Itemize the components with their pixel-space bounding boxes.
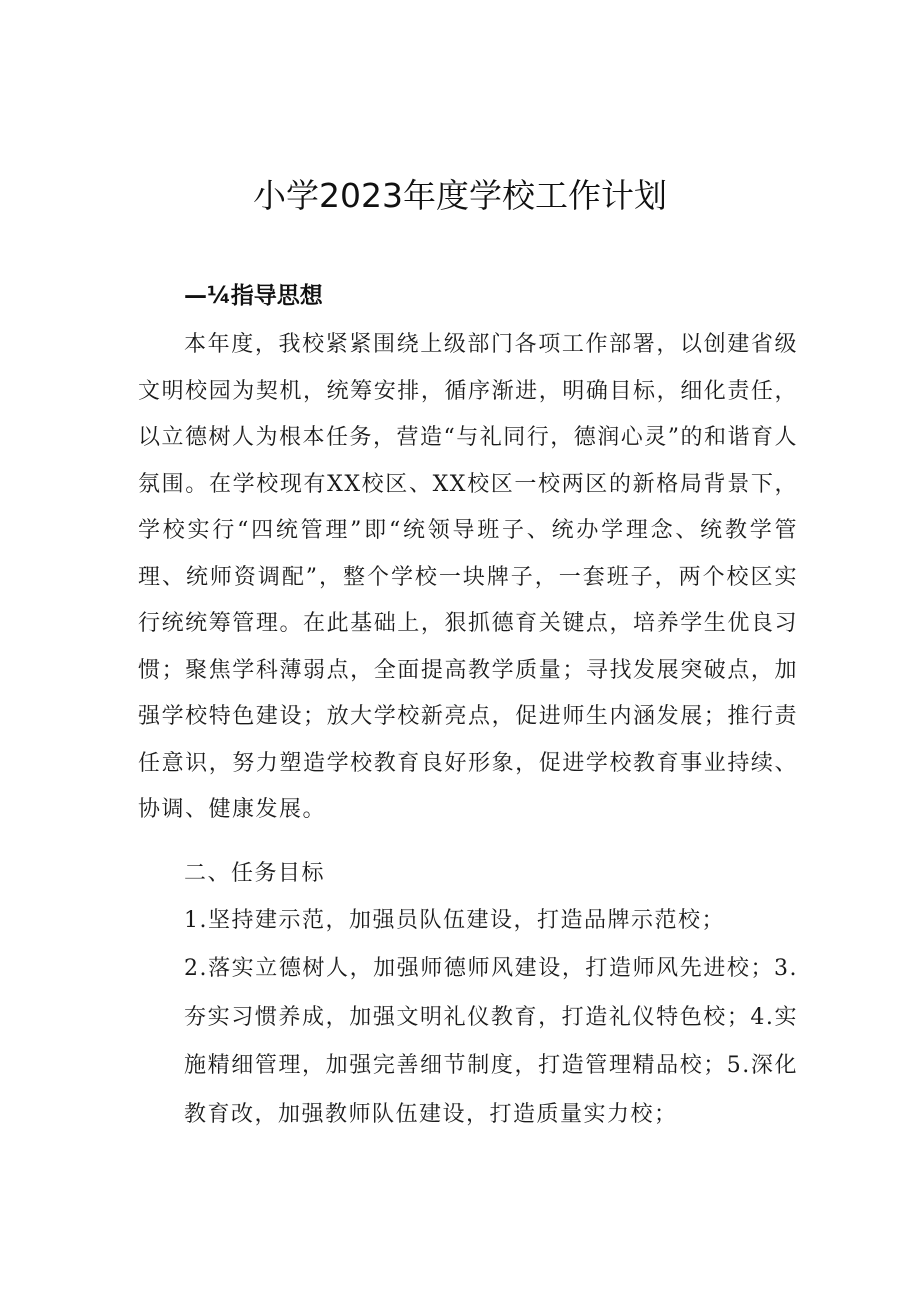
section-heading-guiding-ideology: —¼指导思想	[184, 283, 323, 309]
section-heading-task-goals: 二、任务目标	[184, 861, 326, 886]
document-title: 小学2023年度学校工作计划	[253, 176, 667, 215]
task-goal-item-1: 1.坚持建示范，加强员队伍建设，打造品牌示范校；	[184, 908, 725, 933]
task-goal-items-2-5: 2.落实立德树人，加强师德师风建设，打造师风先进校；3.夯实习惯养成，加强文明礼仪教育，打造礼仪特色校；4.实施精细管理，加强完善细节制度，打造管理精品校；5.深化教育改，加强教师队伍建设，打造质量实力校；	[184, 956, 798, 1127]
guiding-ideology-paragraph: 本年度，我校紧紧围绕上级部门各项工作部署，以创建省级文明校园为契机，统筹安排，循序渐进，明确目标，细化责任，以立德树人为根本任务，营造“与礼同行，德润心灵”的和谐育人氛围。在学校现有XX校区、XX校区一校两区的新格局背景下，学校实行“四统管理”即“统领导班子、统办学理念、统教学管理、统师资调配”，整个学校一块牌子，一套班子，两个校区实行统统筹管理。在此基础上，狠抓德育关键点，培养学生优良习惯；聚焦学科薄弱点，全面提高教学质量；寻找发展突破点，加强学校特色建设；放大学校新亮点，促进师生内涵发展；推行责任意识，努力塑造学校教育良好形象，促进学校教育事业持续、协调、健康发展。	[138, 332, 798, 822]
